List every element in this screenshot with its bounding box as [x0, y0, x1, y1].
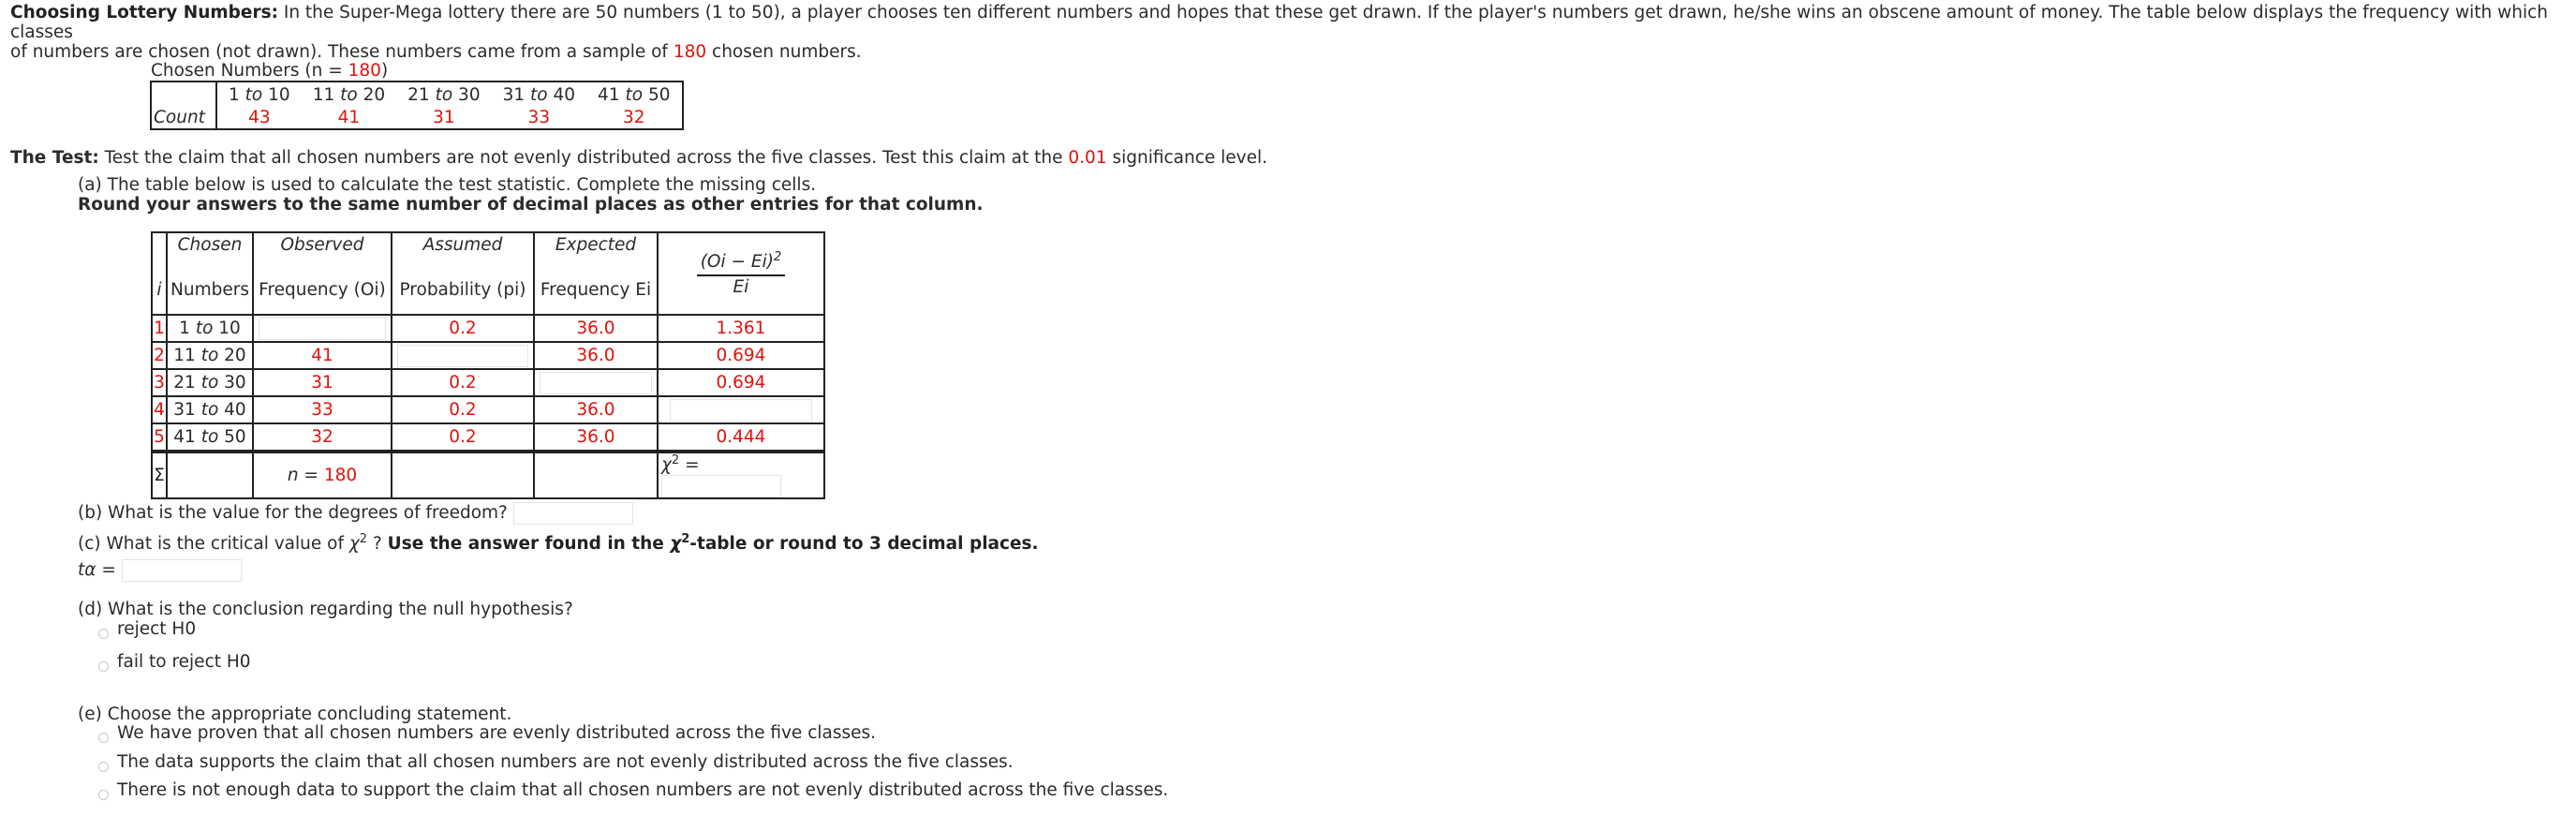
sum-n-value: 180	[323, 466, 358, 486]
header-chi-component	[658, 232, 824, 315]
count-table-values-row	[151, 107, 683, 129]
option-label: fail to reject H0	[117, 652, 251, 672]
count-table-caption	[151, 61, 388, 81]
probability-cell: 0.2	[392, 423, 534, 452]
problem-intro	[10, 3, 2568, 62]
chi-square-total-input[interactable]	[661, 475, 781, 497]
header-i: i	[152, 232, 167, 315]
option-label: reject H0	[117, 619, 197, 639]
radio-conclusion-3[interactable]	[98, 780, 1168, 800]
count-value-2: 41	[337, 108, 361, 127]
degrees-of-freedom-input[interactable]	[513, 502, 633, 525]
probability-cell: 0.2	[392, 315, 534, 342]
expected-cell: 36.0	[534, 342, 658, 369]
table-row	[152, 315, 824, 342]
table-row	[152, 369, 824, 396]
observed-input-cell	[253, 315, 392, 342]
radio-circle-icon[interactable]	[98, 790, 109, 800]
probability-input-cell	[392, 342, 534, 369]
chi-cell: 0.444	[658, 423, 824, 452]
sum-blank-prob	[392, 452, 534, 498]
test-statement: The Test: Test the claim that all chosen numbers are not evenly distributed across the five classes. Test this claim at the 0.01 significance level.	[10, 148, 1268, 168]
critical-value-label: tα =	[78, 560, 122, 580]
table-row	[152, 396, 824, 423]
count-table-header-row	[151, 82, 683, 107]
row-index: 1	[152, 315, 167, 342]
caption-suffix: )	[380, 61, 389, 81]
option-label: We have proven that all chosen numbers are evenly distributed across the five classes.	[117, 723, 877, 743]
count-value-5: 32	[623, 108, 645, 127]
row-class: 31 to 40	[167, 396, 253, 423]
chi-input-cell	[658, 396, 824, 423]
count-row-label: Count	[151, 107, 216, 129]
chi-square-total: $\chi^2$ =	[658, 452, 824, 498]
observed-cell: 41	[253, 342, 392, 369]
class-header-5: 41 to 50	[598, 84, 671, 105]
sum-row	[152, 452, 824, 498]
count-table	[150, 81, 684, 130]
chi-cell: 0.694	[658, 342, 824, 369]
critical-value-input[interactable]	[122, 559, 242, 582]
row-index: 3	[152, 369, 167, 396]
expected-input-3[interactable]	[540, 372, 652, 394]
critical-value-line	[78, 559, 242, 582]
header-probability: Assumed Probability (pi)	[392, 232, 534, 315]
row-class: 11 to 20	[167, 342, 253, 369]
intro-text-3: chosen numbers.	[706, 42, 862, 62]
part-b-question: (b) What is the value for the degrees of freedom?	[78, 502, 633, 525]
row-index: 4	[152, 396, 167, 423]
expected-cell: 36.0	[534, 423, 658, 452]
count-value-4: 33	[527, 108, 551, 127]
row-class: 21 to 30	[167, 369, 253, 396]
probability-input-2[interactable]	[397, 345, 528, 367]
part-a-instructions: (a) The table below is used to calculate the test statistic. Complete the missing cells.	[78, 175, 817, 195]
expected-input-cell	[534, 369, 658, 396]
sum-symbol: Σ	[152, 452, 167, 498]
radio-circle-icon[interactable]	[98, 661, 109, 672]
caption-n: 180	[348, 61, 381, 81]
radio-fail-to-reject-h0[interactable]	[98, 652, 251, 672]
row-index: 2	[152, 342, 167, 369]
probability-cell: 0.2	[392, 369, 534, 396]
chi-component-fraction: $\frac{(Oi - Ei)^2}{Ei}$	[697, 250, 786, 296]
radio-conclusion-1[interactable]	[98, 723, 876, 743]
class-header-3: 21 to 30	[407, 84, 481, 105]
sum-n: n = 180	[253, 452, 392, 498]
part-a-rounding-note: Round your answers to the same number of decimal places as other entries for that column.	[78, 195, 984, 215]
observed-cell: 33	[253, 396, 392, 423]
sum-blank-chosen	[167, 452, 253, 498]
radio-reject-h0[interactable]	[98, 619, 196, 639]
radio-circle-icon[interactable]	[98, 762, 109, 772]
intro-sample-size: 180	[673, 42, 707, 62]
header-expected: Expected Frequency Ei	[534, 232, 658, 315]
count-table-corner	[151, 82, 216, 107]
intro-text-2: of numbers are chosen (not drawn). These numbers came from a sample of	[10, 42, 674, 62]
part-e-question: (e) Choose the appropriate concluding statement.	[78, 704, 512, 724]
caption-prefix: Chosen Numbers (n =	[151, 61, 348, 81]
observed-cell: 31	[253, 369, 392, 396]
chi-cell: 0.694	[658, 369, 824, 396]
radio-circle-icon[interactable]	[98, 733, 109, 743]
observed-input-1[interactable]	[259, 318, 386, 340]
observed-cell: 32	[253, 423, 392, 452]
part-c-question: (c) What is the critical value of $\chi^2$ ? Use the answer found in the $\chi^2$-table or round to 3 decimal places.	[78, 532, 1039, 555]
option-label: There is not enough data to support the claim that all chosen numbers are not evenly distributed across the five classes.	[117, 780, 1169, 800]
class-header-4: 31 to 40	[502, 84, 576, 105]
chi-input-4[interactable]	[670, 399, 812, 422]
class-header-1: 1 to 10	[229, 84, 290, 105]
problem-title: Choosing Lottery Numbers:	[10, 3, 278, 22]
radio-conclusion-2[interactable]	[98, 752, 1014, 772]
test-label: The Test:	[10, 148, 99, 168]
row-class: 1 to 10	[167, 315, 253, 342]
class-header-2: 11 to 20	[312, 84, 386, 105]
chi-table-header-row	[152, 232, 824, 315]
expected-cell: 36.0	[534, 315, 658, 342]
count-value-1: 43	[248, 108, 271, 127]
part-d-question: (d) What is the conclusion regarding the null hypothesis?	[78, 600, 573, 619]
chi-symbol: χ	[348, 534, 360, 555]
chi-cell: 1.361	[658, 315, 824, 342]
chi-square-table	[151, 231, 825, 499]
radio-circle-icon[interactable]	[98, 629, 109, 639]
table-row	[152, 342, 824, 369]
row-index: 5	[152, 423, 167, 452]
row-class: 41 to 50	[167, 423, 253, 452]
table-row	[152, 423, 824, 452]
intro-text-1: In the Super-Mega lottery there are 50 numbers (1 to 50), a player chooses ten different numbers and hopes that these get drawn. If the player's numbers get drawn, he/she wins an obscene amount of money. The table below displays the frequency with which classes	[10, 3, 2548, 42]
header-observed: Observed Frequency (Oi)	[253, 232, 392, 315]
count-value-3: 31	[433, 108, 455, 127]
significance-level: 0.01	[1068, 148, 1107, 168]
header-chosen: Chosen Numbers	[167, 232, 253, 315]
probability-cell: 0.2	[392, 396, 534, 423]
sum-blank-expected	[534, 452, 658, 498]
expected-cell: 36.0	[534, 396, 658, 423]
option-label: The data supports the claim that all chosen numbers are not evenly distributed across the five classes.	[117, 752, 1014, 772]
